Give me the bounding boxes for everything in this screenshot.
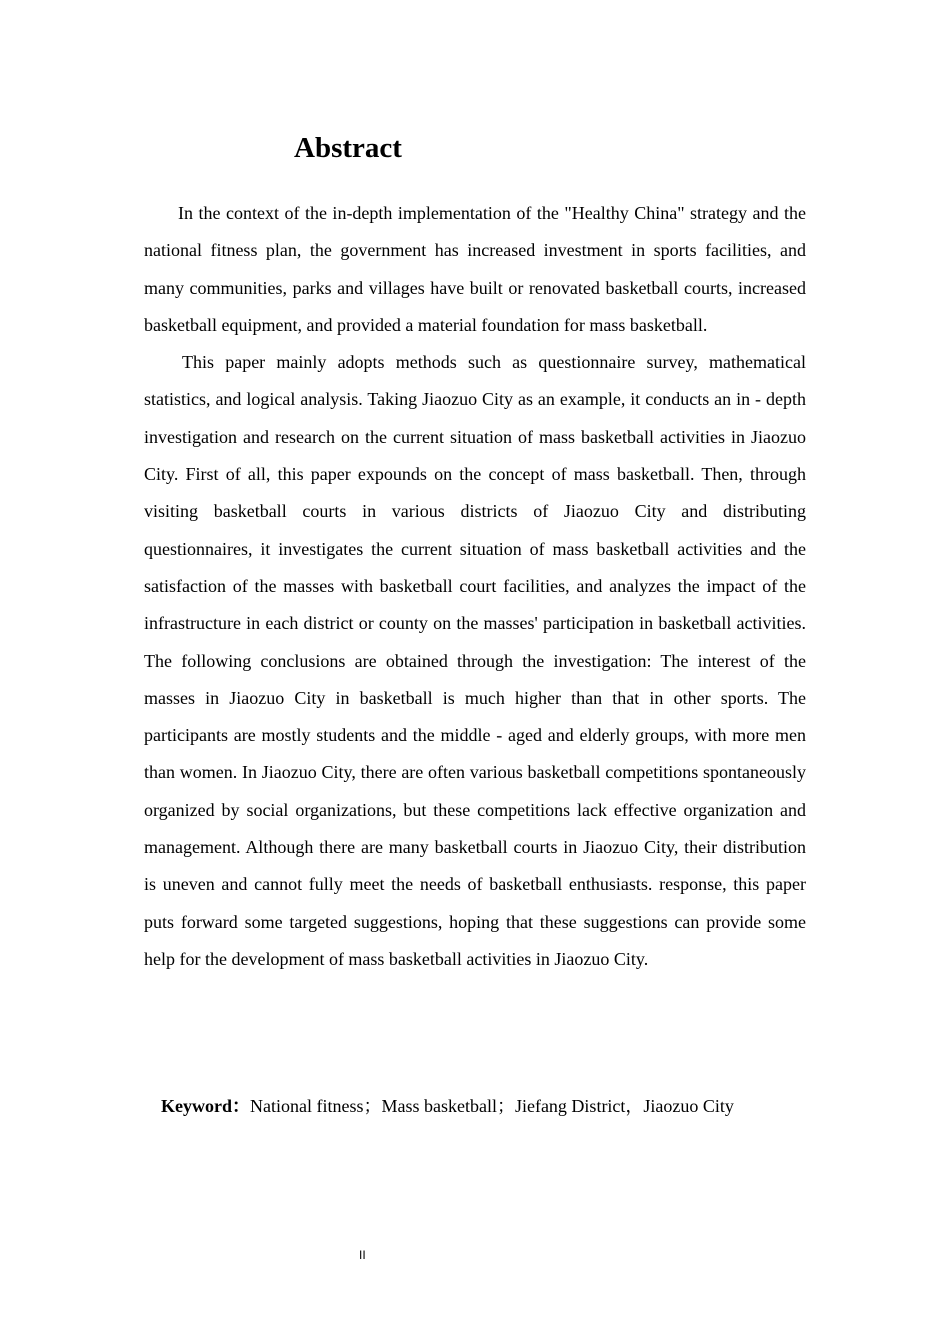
page-number: II	[359, 1248, 366, 1262]
keywords-value: National fitness；Mass basketball；Jiefang District，Jiaozuo City	[250, 1096, 734, 1116]
keywords-label: Keyword：	[161, 1096, 250, 1116]
abstract-title: Abstract	[294, 132, 402, 164]
abstract-paragraph-1: In the context of the in-depth implementation of the "Healthy China" strategy and the national fitness plan, the government has increased investment in sports facilities, and many communities, parks and villages have built or renovated basketball courts, increased basketball equipment, and provided a material foundation for mass basketball.	[144, 203, 806, 335]
abstract-body	[144, 195, 806, 978]
abstract-paragraph-2: This paper mainly adopts methods such as questionnaire survey, mathematical statistics, and logical analysis. Taking Jiaozuo City as an example, it conducts an in - depth investigation and research on the current situation of mass basketball activities in Jiaozuo City. First of all, this paper expounds on the concept of mass basketball. Then, through visiting basketball courts in various districts of Jiaozuo City and distributing questionnaires, it investigates the current situation of mass basketball activities and the satisfaction of the masses with basketball court facilities, and analyzes the impact of the infrastructure in each district or county on the masses' participation in basketball activities. The following conclusions are obtained through the investigation: The interest of the masses in Jiaozuo City in basketball is much higher than that in other sports. The participants are mostly students and the middle - aged and elderly groups, with more men than women. In Jiaozuo City, there are often various basketball competitions spontaneously organized by social organizations, but these competitions lack effective organization and management. Although there are many basketball courts in Jiaozuo City, their distribution is uneven and cannot fully meet the needs of basketball enthusiasts. response, this paper puts forward some targeted suggestions, hoping that these suggestions can provide some help for the development of mass basketball activities in Jiaozuo City.	[144, 352, 806, 969]
keywords-line	[161, 1091, 734, 1121]
